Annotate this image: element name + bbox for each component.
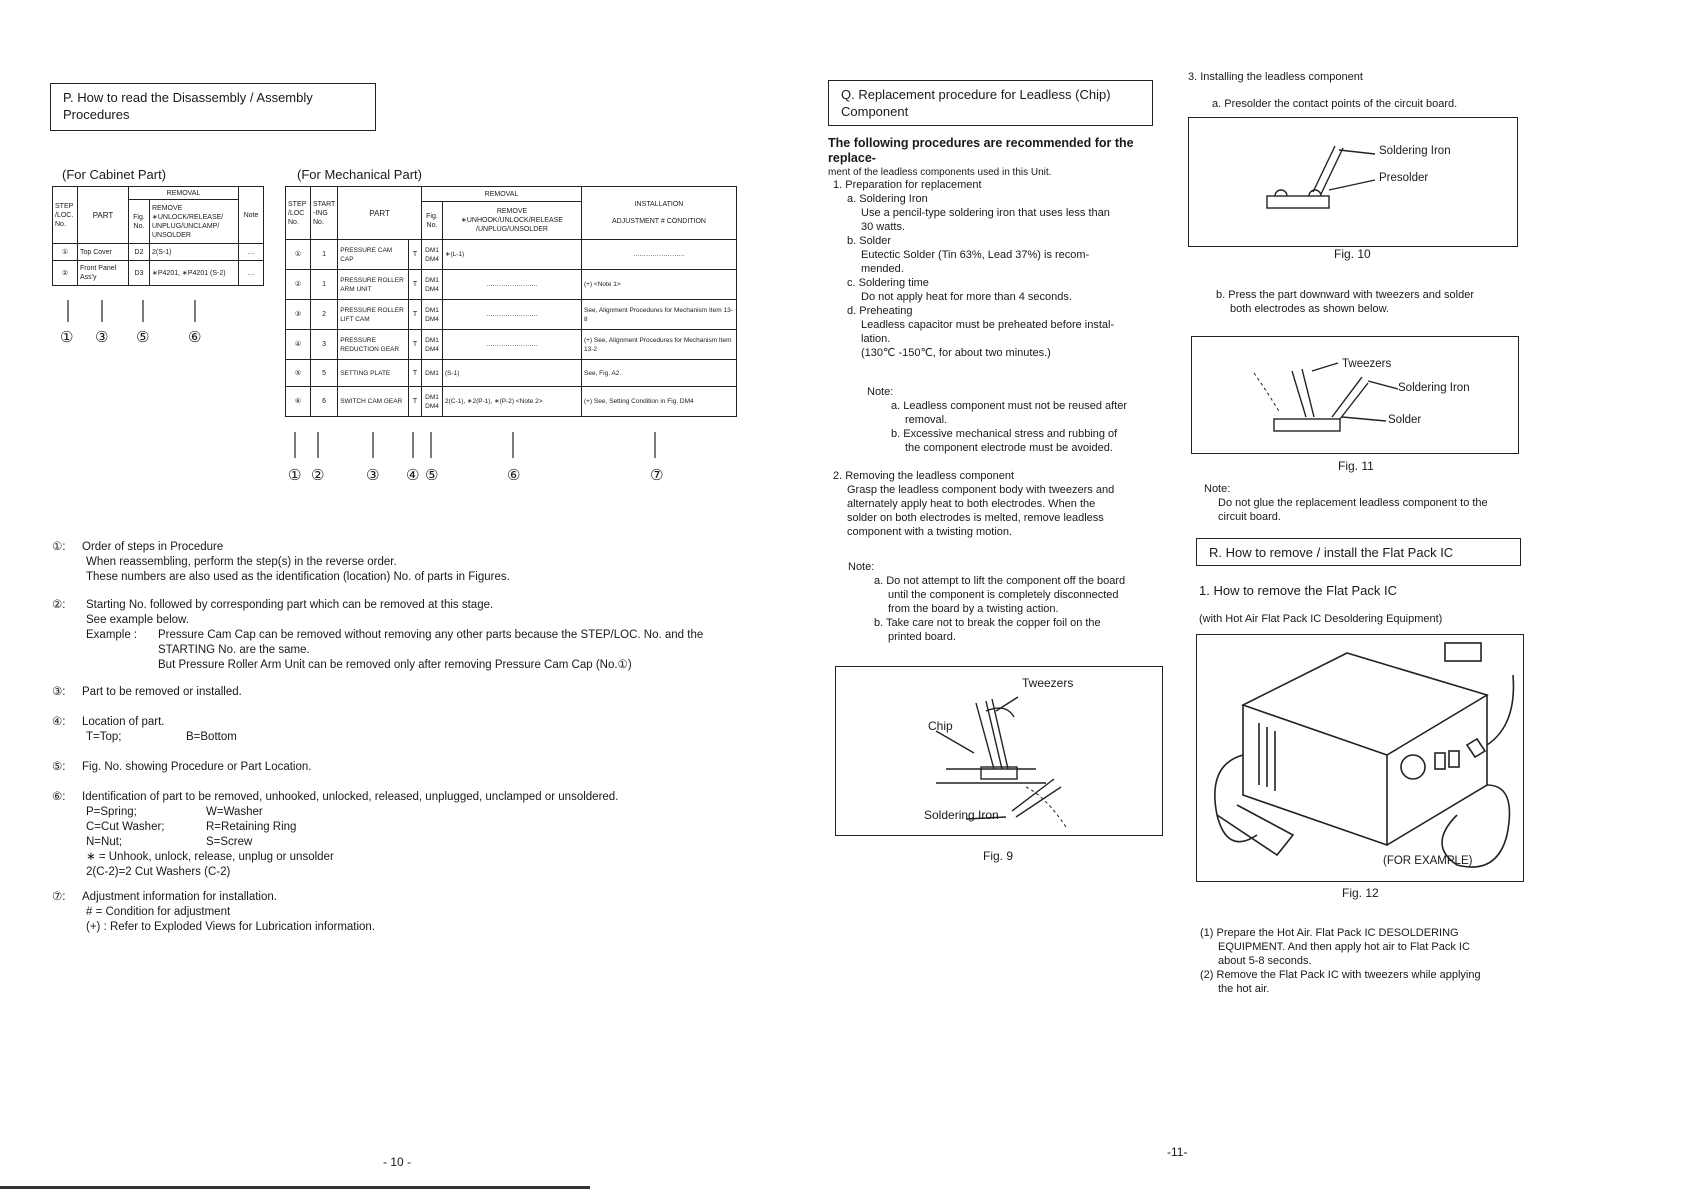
table-row: ④ 3 PRESSURE REDUCTION GEAR T DM1 DM4 …………………… (+) See, Alignment Procedures for Mechanism Item 13-2: [286, 330, 737, 360]
removing-section: 2. Removing the leadless component Grasp the leadless component body with tweezers and alternately apply heat to both electrodes. When the solder on both electrodes is melted, remove leadless component with a twisting motion.: [833, 470, 1115, 538]
hdr-installation: INSTALLATION: [634, 201, 684, 208]
remove-flat-pack-sub: (with Hot Air Flat Pack IC Desoldering Equipment): [1199, 613, 1443, 625]
install-note: Note: Do not glue the replacement leadless component to the circuit board.: [1204, 483, 1488, 523]
cabinet-markers-lines: [50, 300, 270, 350]
fig9-label-chip: Chip: [928, 719, 953, 733]
section-p-header: [50, 83, 376, 131]
fig12-caption: Fig. 12: [1342, 886, 1379, 900]
installing-b: b. Press the part downward with tweezers and solder both electrodes as shown below.: [1216, 289, 1475, 315]
cabinet-marker: ⑥: [188, 329, 202, 346]
legend-3: ③: Part to be removed or installed.: [52, 686, 242, 698]
cabinet-marker: ①: [60, 329, 74, 346]
section-p-title: P. How to read the Disassembly / Assembly Procedures: [63, 90, 313, 122]
mechanical-title: (For Mechanical Part): [297, 167, 422, 182]
fig10-label-iron: Soldering Iron: [1379, 145, 1451, 157]
hdr-part: PART: [338, 187, 422, 240]
legend-6: ⑥: Identification of part to be removed, unhooked, unlocked, released, unplugged, unclamped or unsoldered. P=Spring; W=Washer C=Cut Washer; R=Retaining Ring N=Nut; S=Screw ∗ = Unhook, unlock, release, unplug or unsolder 2(C-2)=2 Cut Washers (C-2): [52, 791, 619, 878]
table-row: ① Top Cover D2 2(S-1) …: [53, 244, 264, 261]
legend-1: ①: Order of steps in Procedure When reassembling, perform the step(s) in the reverse order. These numbers are also used as the identification (location) No. of parts in Figures.: [52, 541, 510, 583]
legend-7: ⑦: Adjustment information for installation. # = Condition for adjustment (+) : Refer to Exploded Views for Lubrication information.: [52, 891, 376, 933]
fig11-frame: [1191, 336, 1519, 454]
section-r-title: R. How to remove / install the Flat Pack IC: [1209, 545, 1454, 560]
hdr-installation-adjust: [582, 187, 737, 240]
fig9-label-iron: Soldering Iron: [924, 808, 999, 822]
installing-a: a. Presolder the contact points of the circuit board.: [1212, 98, 1458, 110]
legend-5: ⑤: Fig. No. showing Procedure or Part Location.: [52, 761, 312, 773]
mechanical-marker: ⑥: [507, 467, 521, 484]
fig11-label-tweezers: Tweezers: [1342, 358, 1392, 370]
table-row: ⑥ 6 SWITCH CAM GEAR T DM1 DM4 2(C-1), ∗2(P-1), ∗(P-2) <Note 2> (+) See, Setting Condition in Fig. DM4: [286, 387, 737, 417]
cabinet-marker: ③: [95, 329, 109, 346]
table-row: ① 1 PRESSURE CAM CAP T DM1 DM4 ∗(L-1) ……………………: [286, 240, 737, 270]
mechanical-marker: ③: [366, 467, 380, 484]
intro: The following procedures are recommended for the replace- ment of the leadless components used in this Unit.: [828, 136, 1134, 178]
mechanical-marker: ②: [311, 467, 325, 484]
fig9-frame: [835, 666, 1163, 836]
hdr-step: STEP /LOC. No.: [53, 187, 78, 244]
hdr-part: PART: [78, 187, 129, 244]
mechanical-marker: ④: [406, 467, 420, 484]
hdr-removal: REMOVAL: [129, 187, 239, 200]
section-r-header: [1196, 538, 1521, 566]
hdr-note: Note: [239, 187, 264, 244]
bottom-rule: [0, 1186, 590, 1189]
mechanical-marker: ⑤: [425, 467, 439, 484]
table-row: ③ 2 PRESSURE ROLLER LIFT CAM T DM1 DM4 …………………… See, Alignment Procedures for Mechanism Item 13-8: [286, 300, 737, 330]
section-q-title: Q. Replacement procedure for Leadless (Chip) Component: [841, 87, 1111, 119]
table-row: ② 1 PRESSURE ROLLER ARM UNIT T DM1 DM4 …………………… (+) <Note 1>: [286, 270, 737, 300]
fig11-drawing: [1192, 337, 1518, 453]
fig11-label-iron: Soldering Iron: [1398, 382, 1470, 394]
hdr-adjust: ADJUSTMENT # CONDITION: [612, 218, 706, 225]
table-row: ⑤ 5 SETTING PLATE T DM1 (S-1) See, Fig. A2.: [286, 360, 737, 387]
hdr-remove: REMOVE ∗UNHOOK/UNLOCK/RELEASE /UNPLUG/UNSOLDER: [443, 202, 582, 240]
fig9-drawing: [836, 667, 1162, 835]
hdr-fig: Fig. No.: [129, 200, 150, 244]
cabinet-marker: ⑤: [136, 329, 150, 346]
installing-heading: 3. Installing the leadless component: [1188, 71, 1363, 83]
prep-section: 1. Preparation for replacement a. Soldering Iron Use a pencil-type soldering iron that uses less than 30 watts. b. Solder Eutectic Solder (Tin 63%, Lead 37%) is recom- mended. c. Soldering time Do not apply heat for more than 4 seconds. d. Preheating Leadless capacitor must be preheated before instal- lation. (130℃ -150℃, for about two minutes.): [833, 179, 1115, 359]
hdr-step: STEP /LOC No.: [286, 187, 311, 240]
fig10-caption: Fig. 10: [1334, 247, 1371, 261]
cabinet-table: [52, 186, 264, 286]
hdr-removal: REMOVAL: [422, 187, 582, 202]
page-number-left: - 10 -: [383, 1155, 412, 1169]
section-q-header: [828, 80, 1153, 126]
note-2: Note: a. Do not attempt to lift the component off the board until the component is completely disconnected from the board by a twisting action. b. Take care not to break the copper foil on the printed board.: [848, 561, 1126, 643]
mechanical-marker: ⑦: [650, 467, 664, 484]
fig9-label-tweezers: Tweezers: [1022, 676, 1074, 690]
table-row: ② Front Panel Ass'y D3 ∗P4201, ∗P4201 (S-2) …: [53, 261, 264, 286]
hdr-remove: REMOVE ∗UNLOCK/RELEASE/ UNPLUG/UNCLAMP/ UNSOLDER: [150, 200, 239, 244]
flat-pack-steps: (1) Prepare the Hot Air. Flat Pack IC DESOLDERING EQUIPMENT. And then apply hot air to Flat Pack IC about 5-8 seconds. (2) Remove the Flat Pack IC with tweezers while applying the hot air.: [1200, 927, 1481, 995]
hdr-fig: Fig. No.: [422, 202, 443, 240]
fig11-caption: Fig. 11: [1338, 459, 1374, 473]
cabinet-title: (For Cabinet Part): [62, 167, 167, 182]
fig10-label-presolder: Presolder: [1379, 172, 1429, 184]
fig9-caption: Fig. 9: [983, 849, 1014, 863]
note-1: Note: a. Leadless component must not be reused after removal. b. Excessive mechanical stress and rubbing of the component electrode must be avoided.: [867, 386, 1128, 454]
page-number-right: -11-: [1167, 1145, 1188, 1159]
fig11-label-solder: Solder: [1388, 414, 1422, 426]
mechanical-marker: ①: [288, 467, 302, 484]
fig12-frame: [1196, 634, 1524, 882]
fig10-frame: [1188, 117, 1518, 247]
fig12-label-example: (FOR EXAMPLE): [1383, 855, 1473, 867]
remove-flat-pack-heading: 1. How to remove the Flat Pack IC: [1199, 583, 1397, 598]
legend-4: ④: Location of part. T=Top; B=Bottom: [52, 716, 237, 743]
mechanical-table: [285, 186, 737, 417]
legend-2: ②: Starting No. followed by corresponding part which can be removed at this stage. See example below. Example : Pressure Cam Cap can be removed without removing any other parts because the STEP/LOC. No. and the STARTING No. are the same. But Pressure Roller Arm Unit can be removed only after removing Pressure Cam Cap (No.①): [52, 599, 704, 671]
fig10-drawing: [1189, 118, 1517, 246]
fig12-drawing: [1197, 635, 1523, 881]
hdr-start: START -ING No.: [311, 187, 338, 240]
